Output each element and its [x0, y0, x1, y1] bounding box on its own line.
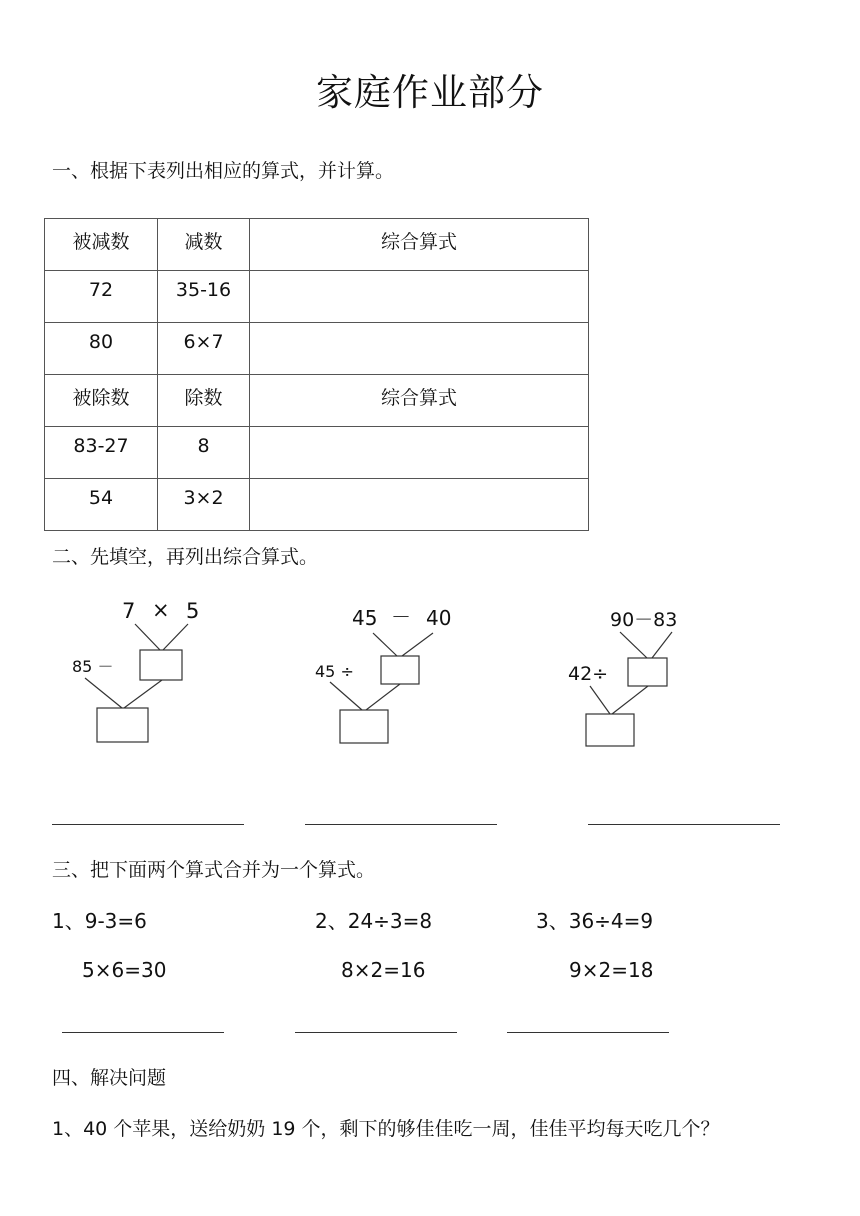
table-cell: 80 [45, 323, 158, 375]
problem-1-first: 1、9-3=6 [52, 909, 147, 933]
answer-line[interactable] [588, 824, 780, 825]
problem-1-second: 5×6=30 [82, 958, 167, 982]
table-cell: 被除数 [45, 375, 158, 427]
answer-cell[interactable] [250, 271, 589, 323]
answer-box[interactable] [97, 708, 148, 742]
table-row [45, 427, 589, 479]
tree-left-term: 45 ÷ [315, 662, 354, 681]
answer-line[interactable] [62, 1032, 224, 1033]
table-cell: 6×7 [158, 323, 250, 375]
section4-heading: 四、解决问题 [52, 1067, 167, 1089]
table-cell: 减数 [158, 219, 250, 271]
answer-cell[interactable] [250, 427, 589, 479]
answer-line[interactable] [305, 824, 497, 825]
calc-tree-2 [300, 598, 480, 758]
table-cell: 被减数 [45, 219, 158, 271]
answer-box[interactable] [140, 650, 182, 680]
page-title: 家庭作业部分 [316, 71, 544, 114]
table-cell: 综合算式 [250, 375, 589, 427]
section3-heading: 三、把下面两个算式合并为一个算式。 [52, 859, 376, 881]
calc-tree-3 [560, 600, 740, 760]
section2-heading: 二、先填空，再列出综合算式。 [52, 546, 319, 568]
answer-box[interactable] [340, 710, 388, 743]
answer-box[interactable] [628, 658, 667, 686]
tree-top-expression: 90－83 [610, 609, 678, 631]
data-table [44, 218, 589, 531]
tree-left-term: 85 － [72, 657, 114, 676]
problem-2-second: 8×2=16 [341, 958, 426, 982]
table-row [45, 323, 589, 375]
table-header-row [45, 375, 589, 427]
table-cell: 综合算式 [250, 219, 589, 271]
table-cell: 83-27 [45, 427, 158, 479]
table-row [45, 479, 589, 531]
problem-3-first: 3、36÷4=9 [536, 909, 654, 933]
answer-box[interactable] [381, 656, 419, 684]
table-cell: 3×2 [158, 479, 250, 531]
tree-top-operand: 7 [122, 599, 136, 623]
word-problem-1: 1、40 个苹果，送给奶奶 19 个，剩下的够佳佳吃一周，佳佳平均每天吃几个？ [52, 1118, 720, 1140]
calc-tree-1 [60, 592, 240, 752]
answer-cell[interactable] [250, 479, 589, 531]
answer-line[interactable] [52, 824, 244, 825]
table-cell: 54 [45, 479, 158, 531]
table-row [45, 271, 589, 323]
problem-2-first: 2、24÷3=8 [315, 909, 433, 933]
problem-3-second: 9×2=18 [569, 958, 654, 982]
table-cell: 35-16 [158, 271, 250, 323]
answer-line[interactable] [295, 1032, 457, 1033]
tree-top-operand: 40 [426, 606, 452, 630]
answer-cell[interactable] [250, 323, 589, 375]
tree-operator: × [152, 598, 170, 622]
tree-top-operand: 45 [352, 606, 378, 630]
table-cell: 8 [158, 427, 250, 479]
answer-line[interactable] [507, 1032, 669, 1033]
tree-operator: － [391, 605, 411, 629]
table-cell: 除数 [158, 375, 250, 427]
section1-heading: 一、根据下表列出相应的算式，并计算。 [52, 160, 395, 182]
tree-left-term: 42÷ [568, 663, 609, 685]
answer-box[interactable] [586, 714, 634, 746]
tree-top-operand: 5 [186, 599, 200, 623]
table-cell: 72 [45, 271, 158, 323]
table-header-row [45, 219, 589, 271]
